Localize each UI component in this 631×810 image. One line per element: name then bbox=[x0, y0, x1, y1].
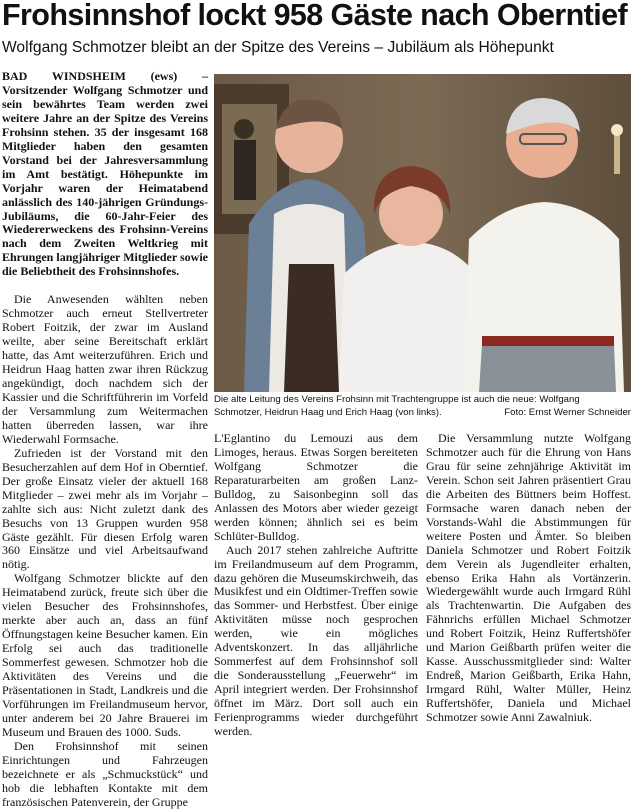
article-column-3 bbox=[426, 431, 631, 725]
body-paragraph: L'Eglantino du Lemouzi aus dem Limoges, heraus. Etwas Sorgen bereiteten Wolfgang Schmotzer die Reparaturarbeiten am großen Lanz-Bulldog, zu Saisonbeginn soll das Anlassen des Motors aber wieder gezeigt werden können; ähnlich sei es beim Schlüter-Bulldog. bbox=[214, 431, 418, 543]
lead-paragraph: BAD WINDSHEIM (ews) – Vorsitzender Wolfgang Schmotzer und sein bewährtes Team werden zwei weitere Jahre an der Spitze des Vereins Frohsinn stehen. 35 der insgesamt 168 Mitglieder haben den gesamten Vorstand bei der Jahresversammlung im Amt bestätigt. Höhepunkte im Vorjahr waren der Heimatabend anlässlich des 140-jährigen Gründungs-Jubiläums, die 60-Jahr-Feier des Wiedererweckens des Frohsinn-Vereins nach dem Zweiten Weltkrieg mit Ehrungen langjähriger Mitglieder sowie die Beliebtheit des Frohsinnshofes. bbox=[2, 69, 208, 279]
photo-credit: Foto: Ernst Werner Schneider bbox=[504, 406, 631, 418]
body-paragraph: Zufrieden ist der Vorstand mit den Besucherzahlen auf dem Hof in Oberntief. Der große Einsatz vieler der aktuell 168 Mitglieder – zwei mehr als im Vorjahr – zahlte sich aus: Nicht zuletzt dank des Besuchs von 13 Gruppen wurden 958 Gäste gezählt. Für diesen Erfolg waren 360 Einsätze und viel Arbeitsaufwand nötig. bbox=[2, 445, 208, 572]
body-paragraph: Die Anwesenden wählten neben Schmotzer auch erneut Stellvertreter Robert Foitzik, der zwar im Ausland weilte, aber seine Bereitschaft erklärt hatte, das Amt weiterzuführen. Erich und Heidrun Haag hatten zwar ihren Rückzug angekündigt, doch nachdem sich der Kassier und die Schriftführerin im Vorfeld der Versammlung zum Weitermachen hatten überreden lassen, war ihre Wiederwahl Formsache. bbox=[2, 292, 208, 446]
body-paragraph: Auch 2017 stehen zahlreiche Auftritte im Freilandmuseum auf dem Programm, dazu gehören die Museumskirchweih, das Musikfest und ein Oldtimer-Treffen sowie das Sommer- und Herbstfest. Über einige Aktivitäten müsse noch gesprochen werden, wie ein mögliches Adventskonzert. In das alljährliche Sommerfest auf dem Frohsinnshof soll die Sonderausstellung „Feuerwehr“ im April integriert werden. Der Frohsinnshof öffnet im März. Dort soll auch ein Ferienprogramms wieder durchgeführt werden. bbox=[214, 542, 418, 739]
article-photo bbox=[214, 74, 631, 392]
photo-illustration bbox=[214, 74, 631, 392]
body-paragraph: Den Frohsinnshof mit seinen Einrichtungen und Fahrzeugen bezeichnete er als „Schmuckstück“ und hob die lebhaften Kontakte mit dem französischen Patenverein, der Gruppe bbox=[2, 738, 208, 809]
photo-caption bbox=[214, 394, 631, 419]
body-paragraph: Die Versammlung nutzte Wolfgang Schmotzer auch für die Ehrung von Hans Grau für seine zehnjährige Aktivität im Verein. Schon seit Jahren präsentiert Grau die Arbeiten des Büttners beim Hoffest. Formsache waren danach neben der Vorstands-Wahl die Abstimmungen für weitere Posten und Ämter. So bleiben Daniela Schmotzer und Robert Foitzik dem Verein als Jugendleiter erhalten, ebenso Erika Hahn als Vortänzerin. Wiedergewählt wurde auch Irmgard Rühl als Trachtenwartin. Die Aufgaben des Fähnrichs erfüllen Michael Schmotzer und Robert Foitzik, Heinz Ruffertshöfer und Marion Geißbarth prüfen weiter die Kasse. Ausschussmitglieder sind: Walter Endreß, Marion Geißbarth, Erika Hahn, Irmgard Rühl, Walter Müller, Heinz Ruffertshöfer, Daniela und Michael Schmotzer sowie Anni Zawalniuk. bbox=[426, 431, 631, 725]
caption-line-1: Die alte Leitung des Vereins Frohsinn mit Trachtengruppe ist auch die neue: Wolfgang bbox=[214, 394, 580, 405]
caption-line-2: Schmotzer, Heidrun Haag und Erich Haag (von links). bbox=[214, 406, 442, 418]
body-paragraph: Wolfgang Schmotzer blickte auf den Heimatabend zurück, freute sich über die vielen Besucher des Frohsinnshofes, merkte aber auch an, dass an fünf Öffnungstagen keine Besucher kamen. Ein Erfolg sei auch das traditionelle Sommerfest gewesen. Schmotzer hob die Aktivitäten des Vereins und die Präsentationen in Stadt, Landkreis und die Vorführungen im Freilandmuseum hervor, unter anderem bei 20 Jahre Brauerei im Museum und Brauen des 1000. Suds. bbox=[2, 571, 208, 739]
article-column-2 bbox=[214, 431, 418, 739]
headline: Frohsinnshof lockt 958 Gäste nach Oberntief bbox=[2, 0, 628, 32]
subline: Wolfgang Schmotzer bleibt an der Spitze des Vereins – Jubiläum als Höhepunkt bbox=[2, 39, 554, 56]
article-column-1 bbox=[2, 69, 208, 809]
